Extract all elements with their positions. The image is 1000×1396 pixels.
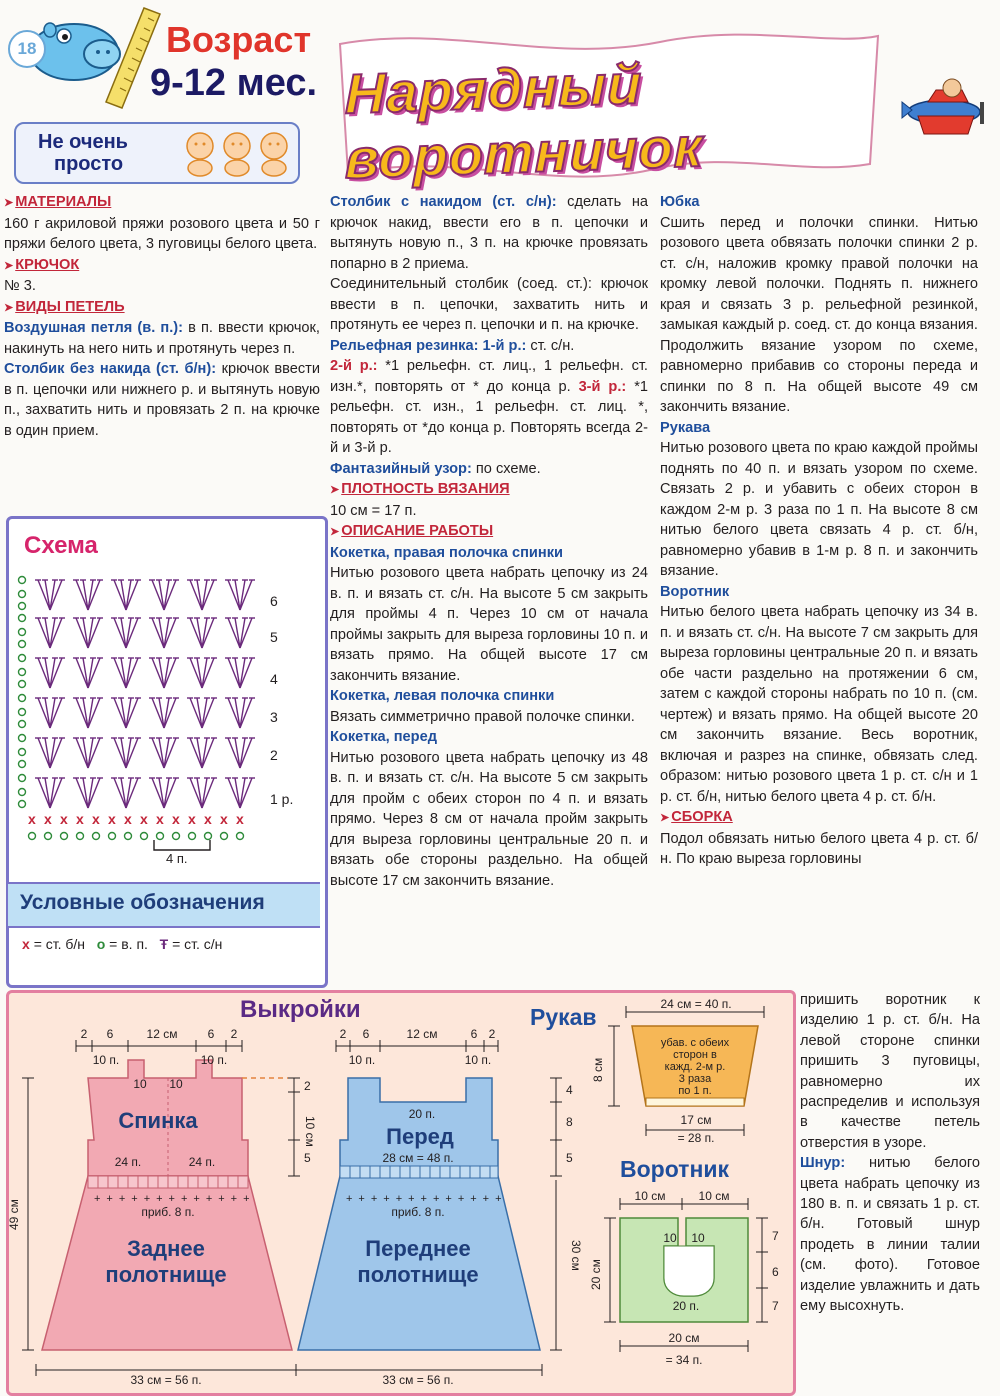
collar-height: 20 см (589, 1259, 603, 1290)
front-skirt-label-2: полотнище (357, 1262, 479, 1287)
age-value: 9-12 мес. (150, 62, 318, 104)
sleeve-note-1: убав. с обеих (660, 1037, 730, 1049)
yoke-right-text: Нитью розового цвета набрать цепочку из 24 в. п. и вязать ст. с/н. На высоте 5 см закрыть для проймы 4 п. Через 10 см от начала проймы закрыть для выреза горловины 10 п. и вязать прямо. На общей высоте 17 см закончить вязание. (330, 565, 648, 684)
airplane-icon (888, 72, 994, 142)
patterns-title: Выкройки (240, 996, 361, 1023)
back-skirt-label-2: полотнище (105, 1262, 227, 1287)
double-crochet-desc: сделать на крючок накид, ввести его в п. цепочки и вытянуть новую п., 3 п. на крючке провязать попарно в 2 приема. (330, 194, 648, 272)
baby-faces-icon (182, 128, 292, 178)
chain-stitch-symbol (19, 681, 26, 688)
column-2 (330, 192, 648, 891)
age-label: Возраст (166, 19, 312, 60)
rib-row3: *1 рельефн. ст. изн., 1 рельефн. ст. лиц. *, повторять от *до конца р. Повторять всегда 2-й и 3-й р. (330, 378, 648, 456)
sc-stitch-symbol: x (156, 811, 164, 827)
back-height: 49 см (7, 1199, 21, 1230)
front-increase: приб. 8 п. (391, 1205, 445, 1219)
back-top-dim-1: 2 (80, 1027, 88, 1041)
skirt-text: Сшить перед и полочки спинки. Нитью розового цвета обвязать полочки спинки 2 р. ст. с/н, наложив кромку правой полочки на кромку левой полочки. Поднять п. нижнего края и связать 3 р. рельефной резинкой, замыкая каждый р. соед. ст. до конца вязания. Продолжить вязание узором по схеме, равномерно прибавив со стороны переда и спинки по 8 п. На общей высоте 49 см закончить вязание. (660, 214, 978, 415)
back-top-dim-3: 12 см (146, 1027, 178, 1041)
chain-stitch-symbol (19, 749, 26, 756)
front-top-dim-5: 2 (488, 1027, 496, 1041)
fancy-pattern-label: Фантазийный узор: (330, 460, 472, 477)
back-top-dim-5: 2 (230, 1027, 238, 1041)
back-top-sts-left: 10 п. (92, 1053, 120, 1067)
chain-stitch-symbol (19, 655, 26, 662)
back-increase: приб. 8 п. (141, 1205, 195, 1219)
dc-fan-symbol (149, 778, 179, 808)
materials-text: 160 г акриловой пряжи розового цвета и 50 г пряжи белого цвета, 3 пуговицы белого цвета. (4, 215, 320, 252)
sleeve-title: Рукав (530, 1004, 597, 1030)
collar-inner-right: 10 (691, 1231, 705, 1245)
page-number: 18 (8, 30, 46, 68)
svg-text:+++++++++++++: +++++++++++++ (94, 1193, 256, 1205)
collar-top-right: 10 см (698, 1189, 730, 1203)
legend-dc: = ст. с/н (172, 936, 223, 952)
single-crochet-label: Столбик без накида (ст. б/н): (4, 361, 217, 377)
difficulty-badge (14, 122, 300, 184)
dc-fan-symbol (225, 738, 255, 768)
back-bottom: 33 см = 56 п. (130, 1373, 202, 1387)
back-neck-right: 10 (169, 1077, 183, 1091)
assembly-heading: ➤ СБОРКА (660, 807, 978, 829)
dc-fan-symbol (187, 738, 217, 768)
yoke-left-heading: Кокетка, левая полочка спинки (330, 688, 555, 704)
dc-fan-symbol (187, 618, 217, 648)
chain-stitch-symbol (19, 775, 26, 782)
dc-fan-symbol (149, 618, 179, 648)
chain-stitch-symbol (19, 709, 26, 716)
chain-stitch-symbol (205, 833, 212, 840)
sc-stitch-symbol: x (92, 811, 100, 827)
dc-fan-symbol (35, 698, 65, 728)
dc-fan-symbol (111, 580, 141, 610)
front-neck: 20 п. (408, 1107, 436, 1121)
chain-stitch-symbol (237, 833, 244, 840)
chain-stitch-label: Воздушная петля (в. п.): (4, 320, 183, 336)
sc-stitch-symbol: x (204, 811, 212, 827)
gauge-text: 10 см = 17 п. (330, 502, 417, 519)
column-1 (4, 192, 320, 441)
chain-stitch-text (4, 318, 320, 359)
dc-fan-symbol (73, 580, 103, 610)
sc-stitch-symbol: x (188, 811, 196, 827)
front-top-dim-3: 12 см (406, 1027, 438, 1041)
chain-stitch-symbol (173, 833, 180, 840)
yoke-right-heading: Кокетка, правая полочка спинки (330, 544, 563, 561)
collar-bottom: 20 см (668, 1331, 700, 1345)
cord-text (800, 1153, 980, 1316)
rib-label: Рельефная резинка: 1-й р.: (330, 337, 527, 354)
rib-row2: *1 рельефн. ст. лиц., 1 рельефн. ст. изн.*, повторять от * до конца р. (330, 358, 648, 395)
chain-stitch-symbol (19, 603, 26, 610)
dc-fan-symbol (149, 698, 179, 728)
dc-fan-symbol (35, 738, 65, 768)
cord-desc: нитью белого цвета набрать цепочку из 180 в. п. и связать 1 р. ст. б/н. Готовый шнур продеть в линии талии (см. фото). Готовое изделие увлажнить и дать ему высохнуть. (800, 1155, 980, 1315)
legend-chain: = в. п. (109, 936, 148, 952)
chain-stitch-symbol (157, 833, 164, 840)
dc-fan-symbol (225, 580, 255, 610)
repeat-label: 4 п. (166, 851, 188, 866)
sc-symbol-icon: x (22, 936, 30, 952)
dc-fan-symbol (73, 698, 103, 728)
sc-stitch-symbol: x (124, 811, 132, 827)
dc-fan-symbol (111, 738, 141, 768)
collar-inner-left: 10 (663, 1231, 677, 1245)
legend-title: Условные обозначения (20, 891, 265, 914)
collar-right-dim-1: 7 (772, 1229, 779, 1243)
back-label: Спинка (118, 1108, 198, 1133)
row-label-4: 4 (270, 671, 278, 687)
row-label-3: 3 (270, 709, 278, 725)
sleeve-top: 24 см = 40 п. (660, 997, 732, 1011)
dc-fan-symbol (111, 778, 141, 808)
sleeve-bottom: 17 см (680, 1113, 712, 1127)
dc-fan-symbol (149, 738, 179, 768)
front-bottom: 33 см = 56 п. (382, 1373, 454, 1387)
back-right-dim-1: 2 (304, 1079, 311, 1093)
chain-stitch-symbol (19, 577, 26, 584)
stitches-heading: ➤ ВИДЫ ПЕТЕЛЬ (4, 297, 320, 319)
dc-fan-symbol (111, 618, 141, 648)
chain-stitch-symbol (109, 833, 116, 840)
assembly-text: Подол обвязать нитью белого цвета 4 р. ст. б/н. По краю выреза горловины (660, 830, 978, 867)
front-top-dim-4: 6 (470, 1027, 478, 1041)
sc-stitch-symbol: x (28, 811, 36, 827)
chain-symbol-icon: o (96, 936, 106, 952)
chain-stitch-symbol (77, 833, 84, 840)
sleeve-note-3: кажд. 2-м р. (664, 1061, 726, 1073)
front-right-dim-2: 8 (566, 1115, 573, 1129)
collar-title: Воротник (620, 1156, 729, 1182)
dc-fan-symbol (111, 698, 141, 728)
chain-stitch-symbol (29, 833, 36, 840)
dc-fan-symbol (225, 618, 255, 648)
back-right-dim-3: 5 (304, 1151, 311, 1165)
front-top-sts-left: 10 п. (348, 1053, 376, 1067)
chain-stitch-symbol (19, 761, 26, 768)
back-piece (7, 1027, 317, 1387)
chain-stitch-symbol (19, 641, 26, 648)
chain-stitch-symbol (19, 735, 26, 742)
single-crochet-text (4, 359, 320, 441)
chain-stitch-symbol (45, 833, 52, 840)
sleeves-text: Нитью розового цвета по краю каждой проймы поднять по 40 п. и вязать узором по схеме. Связать 2 р. и убавить с обеих сторон в каждом 2-м р. 3 раза по 1 п. На высоте 8 см нитью белого цвета связать 4 р. ст. б/н, равномерно убавив в 1-м р. 8 п. и закончить вязание. (660, 440, 978, 579)
back-sts-right: 24 п. (188, 1155, 216, 1169)
fancy-pattern-desc: по схеме. (471, 460, 541, 477)
back-top-sts-right: 10 п. (200, 1053, 228, 1067)
gauge-heading: ➤ ПЛОТНОСТЬ ВЯЗАНИЯ (330, 479, 648, 501)
dc-symbol-icon: Ŧ (159, 936, 169, 952)
collar-text: Нитью белого цвета набрать цепочку из 34 в. п. и вязать ст. с/н. На высоте 7 см закрыть для выреза горловины центральные 20 п. и вязать обе части раздельно на протяжении 6 см, затем с каждой стороны набрать по 10 п. (см. чертеж) и вязать прямо. На общей высоте 20 см закончить вязание. Весь воротник, включая и разрез на спинке, обвязать след. образом: нитью розового цвета 1 р. ст. с/н и 1 р. ст. б/н, нитью белого цвета 4 р. ст. б/н. (660, 604, 978, 805)
chain-stitch-symbol (19, 615, 26, 622)
chain-stitch-symbol (19, 669, 26, 676)
row-label-1: 1 р. (270, 791, 294, 807)
svg-text:+++++++++++++: +++++++++++++ (346, 1193, 508, 1205)
dc-fan-symbol (35, 618, 65, 648)
collar-inner-bottom: 20 п. (672, 1299, 700, 1313)
chain-stitch-symbol (93, 833, 100, 840)
double-crochet-text (330, 192, 648, 274)
back-sts-left: 24 п. (114, 1155, 142, 1169)
back-neck-left: 10 (133, 1077, 147, 1091)
column-4 (800, 990, 980, 1317)
yoke-left-text: Вязать симметрично правой полочке спинки. (330, 708, 635, 725)
chain-stitch-symbol (189, 833, 196, 840)
sc-stitch-symbol: x (172, 811, 180, 827)
sc-stitch-symbol: x (236, 811, 244, 827)
sc-stitch-symbol: x (76, 811, 84, 827)
collar-bottom-sts: = 34 п. (665, 1353, 703, 1367)
crochet-chart (14, 570, 314, 870)
back-top-dim-2: 6 (106, 1027, 114, 1041)
chain-stitch-symbol (19, 721, 26, 728)
column-3 (660, 192, 978, 870)
yoke-front-text: Нитью розового цвета набрать цепочку из 48 в. п. и вязать ст. с/н. На высоте 5 см закрыть для пройм с обеих сторон по 4 п. и вязать прямо. Через 8 см от начала пройм закрыть для выреза горловины центральные 20 п. и вязать обе стороны раздельно. На общей высоте 17 см закончить вязание. (330, 749, 648, 889)
dc-fan-symbol (149, 658, 179, 688)
front-waist: 28 см = 48 п. (382, 1151, 454, 1165)
chain-stitch-symbol (19, 695, 26, 702)
chain-stitch-symbol (19, 789, 26, 796)
chain-stitch-symbol (221, 833, 228, 840)
difficulty-line1: Не очень (38, 131, 128, 153)
rib-row1: ст. с/н. (526, 337, 575, 354)
sc-stitch-symbol: x (108, 811, 116, 827)
front-label: Перед (386, 1124, 454, 1149)
single-crochet-desc: крючок ввести в п. цепочки или нижнего р. и вытянуть новую п., захватить нить и провязать 2 п. на крючке в один прием. (4, 361, 320, 439)
description-heading: ➤ ОПИСАНИЕ РАБОТЫ (330, 521, 648, 543)
dc-fan-symbol (35, 580, 65, 610)
fancy-pattern-text (330, 459, 648, 480)
legend-sc: = ст. б/н (33, 936, 86, 952)
sc-stitch-symbol: x (44, 811, 52, 827)
dc-fan-symbol (187, 778, 217, 808)
dc-fan-symbol (73, 618, 103, 648)
row-label-5: 5 (270, 629, 278, 645)
rib-text (330, 336, 648, 459)
front-skirt-height: 30 см (569, 1240, 583, 1271)
dc-fan-symbol (225, 658, 255, 688)
front-top-dim-1: 2 (339, 1027, 347, 1041)
sc-stitch-symbol: x (60, 811, 68, 827)
sc-stitch-symbol: x (140, 811, 148, 827)
collar-top-left: 10 см (634, 1189, 666, 1203)
chain-stitch-symbol (125, 833, 132, 840)
collar-heading: Воротник (660, 583, 730, 600)
dc-fan-symbol (187, 580, 217, 610)
page-title: Нарядный воротничок (345, 52, 704, 191)
skirt-heading: Юбка (660, 194, 700, 210)
sc-stitch-symbol: x (220, 811, 228, 827)
chain-stitch-symbol (19, 591, 26, 598)
chain-stitch-desc: в п. ввести крючок, накинуть на него нить и протянуть через п. (4, 320, 320, 357)
pattern-drawings (6, 990, 790, 1390)
rib-row3-label: 3-й р.: (578, 378, 627, 395)
legend-row (22, 936, 222, 952)
chain-stitch-symbol (19, 629, 26, 636)
chain-stitch-symbol (141, 833, 148, 840)
front-skirt-label-1: Переднее (365, 1236, 471, 1261)
sleeve-height: 8 см (591, 1057, 605, 1082)
hook-text: № 3. (4, 278, 36, 294)
front-top-dim-2: 6 (362, 1027, 370, 1041)
front-right-dim-1: 4 (566, 1083, 573, 1097)
front-right-dim-3: 5 (566, 1151, 573, 1165)
row-label-2: 2 (270, 747, 278, 763)
back-right-dim-2: 10 см (303, 1116, 317, 1147)
chain-stitch-symbol (61, 833, 68, 840)
sleeve-note-2: сторон в (673, 1049, 717, 1061)
collar-piece (589, 1189, 779, 1367)
back-top-dim-4: 6 (207, 1027, 215, 1041)
front-top-sts-right: 10 п. (464, 1053, 492, 1067)
sleeve-note-5: по 1 п. (678, 1085, 712, 1097)
double-crochet-label: Столбик с накидом (ст. с/н): (330, 194, 557, 210)
header (0, 0, 1000, 190)
hook-heading: ➤ КРЮЧОК (4, 255, 320, 277)
dc-fan-symbol (73, 778, 103, 808)
assembly-continued-text: пришить воротник к изделию 1 р. ст. б/н. На левой стороне спинки пришить 3 пуговицы, равномерно их распределив и используя в качестве петель отверстия в узоре. (800, 992, 980, 1151)
dc-fan-symbol (187, 698, 217, 728)
rib-row2-label: 2-й р.: (330, 358, 378, 374)
dc-fan-symbol (35, 778, 65, 808)
cord-label: Шнур: (800, 1155, 846, 1172)
dc-fan-symbol (73, 738, 103, 768)
materials-heading: ➤ МАТЕРИАЛЫ (4, 192, 320, 214)
sleeve-piece (591, 997, 764, 1145)
row-label-6: 6 (270, 593, 278, 609)
sleeve-note-4: 3 раза (678, 1073, 712, 1085)
collar-right-dim-2: 6 (772, 1265, 779, 1279)
sleeve-bottom-sts: = 28 п. (677, 1131, 715, 1145)
slip-stitch-text: Соединительный столбик (соед. ст.): крючок ввести в п. цепочки, захватить нить и протянуть ее через п. цепочки и п. на крючке. (330, 276, 648, 333)
dc-fan-symbol (73, 658, 103, 688)
dc-fan-symbol (149, 580, 179, 610)
yoke-front-heading: Кокетка, перед (330, 729, 437, 745)
scheme-title: Схема (24, 532, 98, 559)
dc-fan-symbol (187, 658, 217, 688)
back-skirt-label-1: Заднее (127, 1236, 205, 1261)
dc-fan-symbol (225, 698, 255, 728)
dc-fan-symbol (225, 778, 255, 808)
difficulty-line2: просто (54, 153, 124, 175)
front-piece (296, 1027, 583, 1387)
chain-stitch-symbol (19, 801, 26, 808)
dc-fan-symbol (111, 658, 141, 688)
sleeves-heading: Рукава (660, 419, 711, 436)
collar-right-dim-3: 7 (772, 1299, 779, 1313)
dc-fan-symbol (35, 658, 65, 688)
